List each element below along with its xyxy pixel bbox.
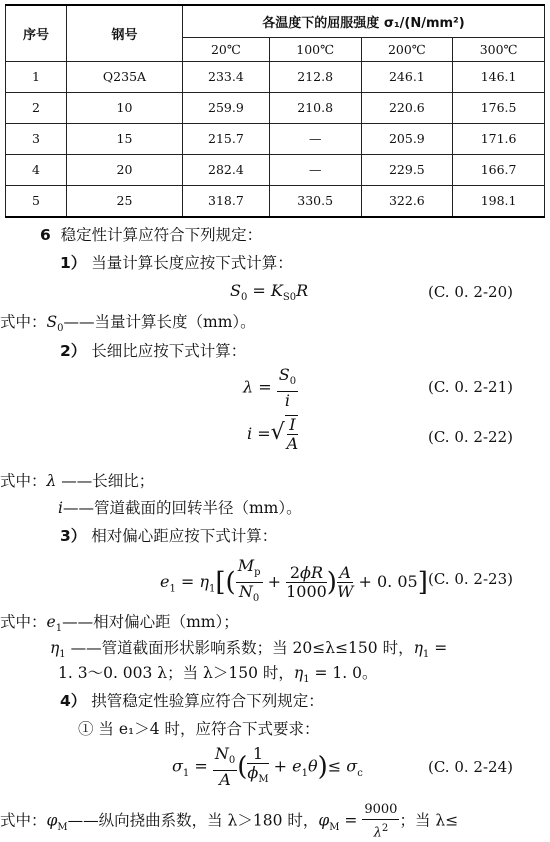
header-temp: 100℃ bbox=[269, 37, 361, 61]
def-text: = 1. 0。 bbox=[314, 664, 378, 682]
table-cell: 171.6 bbox=[453, 123, 545, 154]
item-text: 长细比应按下式计算： bbox=[91, 342, 247, 360]
table-row bbox=[6, 92, 545, 123]
table-cell: — bbox=[269, 123, 361, 154]
def-text: ——当量计算长度（mm）。 bbox=[63, 313, 256, 331]
header-temp: 20℃ bbox=[183, 37, 270, 61]
header-seq: 序号 bbox=[6, 5, 67, 61]
table-cell: 166.7 bbox=[453, 154, 545, 185]
item-3 bbox=[60, 525, 550, 547]
def-prefix: 式中： bbox=[0, 472, 47, 490]
eq-number: (C. 0. 2-24) bbox=[428, 758, 513, 776]
def-text: ——纵向挠曲系数，当 λ＞180 时， bbox=[67, 811, 319, 830]
table-row bbox=[6, 123, 545, 154]
table-cell: 146.1 bbox=[453, 61, 545, 92]
table-cell: 205.9 bbox=[361, 123, 453, 154]
def-prefix: 式中： bbox=[0, 811, 47, 830]
header-temp: 300℃ bbox=[453, 37, 545, 61]
section-6 bbox=[40, 224, 550, 246]
table-cell: 220.6 bbox=[361, 92, 453, 123]
table-cell: 318.7 bbox=[183, 185, 270, 217]
table-cell: 4 bbox=[6, 154, 67, 185]
equation-c0223: $e_1 = \eta_1$[( $\frac{M_p}{N_0}$ + $\frac{2\phi R}{1000}$ ) $\frac{A}{W}$ + 0. 05] bbox=[160, 556, 428, 605]
item-number: 1） bbox=[60, 254, 87, 272]
table-row bbox=[6, 154, 545, 185]
eq-number: (C. 0. 2-22) bbox=[428, 428, 513, 446]
eq-number: (C. 0. 2-23) bbox=[428, 570, 513, 588]
header-temp: 200℃ bbox=[361, 37, 453, 61]
table-cell: 210.8 bbox=[269, 92, 361, 123]
table-cell: — bbox=[269, 154, 361, 185]
def-eta-line2: 1. 3～0. 003 λ；当 λ＞150 时，$\eta_1 = 1$. 0。 bbox=[58, 664, 378, 686]
def-s0: 式中：$S_0——$当量计算长度（mm）。 bbox=[0, 313, 256, 335]
item-4 bbox=[60, 690, 550, 712]
item-1 bbox=[60, 252, 550, 274]
item-number: 2） bbox=[60, 342, 87, 360]
def-text: ——管道截面形状影响系数；当 20≤λ≤150 时， bbox=[70, 639, 414, 657]
item-number: 4） bbox=[60, 692, 87, 710]
table-row bbox=[6, 185, 545, 217]
section-text: 稳定性计算应符合下列规定： bbox=[60, 226, 263, 244]
def-text: ——管道截面的回转半径（mm）。 bbox=[62, 499, 302, 517]
def-text: ；当 λ≤ bbox=[399, 811, 459, 830]
table-cell: 282.4 bbox=[183, 154, 270, 185]
table-cell: 322.6 bbox=[361, 185, 453, 217]
table-cell: 5 bbox=[6, 185, 67, 217]
table-cell: 215.7 bbox=[183, 123, 270, 154]
table-cell: 1 bbox=[6, 61, 67, 92]
table-cell: 212.8 bbox=[269, 61, 361, 92]
eq-number: (C. 0. 2-20) bbox=[428, 283, 513, 301]
table-cell: 2 bbox=[6, 92, 67, 123]
const-1000: 1000 bbox=[286, 582, 327, 602]
item-number: 3） bbox=[60, 527, 87, 545]
table-cell: 3 bbox=[6, 123, 67, 154]
table-cell: 10 bbox=[67, 92, 183, 123]
def-i: i——管道截面的回转半径（mm）。 bbox=[58, 499, 302, 517]
item-text: 相对偏心距应按下式计算： bbox=[91, 527, 278, 545]
equation-c0221: λ = $\frac{S_0}{i}$ bbox=[243, 365, 297, 411]
table-row bbox=[6, 61, 545, 92]
def-eta-line1: $\eta_1$ ——管道截面形状影响系数；当 20≤λ≤150 时，$\eta_1$ = bbox=[50, 639, 448, 661]
header-group: 各温度下的屈服强度 σ₁/(N/mm²) bbox=[183, 5, 545, 37]
item-2 bbox=[60, 340, 550, 362]
const-9000: 9000 bbox=[362, 801, 399, 820]
table-cell: 330.5 bbox=[269, 185, 361, 217]
equation-c0224: $\sigma_1$ = $\frac{N_0}{A}$ ( $\frac{1}{\phi_M}$ + $e_1\theta)\le \sigma_c$ bbox=[172, 744, 363, 790]
table-cell: 20 bbox=[67, 154, 183, 185]
def-prefix: 式中： bbox=[0, 613, 47, 631]
item-text: 拱管稳定性验算应符合下列规定： bbox=[91, 692, 324, 710]
item-text: 当量计算长度应按下式计算： bbox=[91, 254, 293, 272]
table-cell: 25 bbox=[67, 185, 183, 217]
table-cell: 233.4 bbox=[183, 61, 270, 92]
def-text: 1. 3～0. 003 λ；当 λ＞150 时， bbox=[58, 664, 294, 682]
def-text: ——相对偏心距（mm）； bbox=[62, 613, 239, 631]
table-cell: 198.1 bbox=[453, 185, 545, 217]
table-body bbox=[6, 61, 545, 217]
table-cell: 229.5 bbox=[361, 154, 453, 185]
section-number: 6 bbox=[40, 226, 51, 244]
yield-strength-table bbox=[5, 4, 545, 218]
def-e1: 式中：$e_1——$相对偏心距（mm）； bbox=[0, 613, 239, 635]
table-cell: 259.9 bbox=[183, 92, 270, 123]
def-text: ——长细比； bbox=[61, 472, 155, 490]
table-cell: Q235A bbox=[67, 61, 183, 92]
def-phi: 式中：$\varphi_M——$纵向挠曲系数，当 λ＞180 时，$\varphi_M$ = $\frac{9000}{\lambda^2}$ ；当 λ≤ bbox=[0, 802, 459, 841]
equation-c0220: $S_0 = K_{S0}R$ bbox=[230, 281, 309, 304]
equation-c0222: i =√ $\frac{I}{A}$ bbox=[247, 415, 299, 453]
eq-number: (C. 0. 2-21) bbox=[428, 378, 513, 396]
table-cell: 246.1 bbox=[361, 61, 453, 92]
condition-1: ① 当 e₁＞4 时，应符合下式要求： bbox=[78, 720, 320, 738]
table-cell: 15 bbox=[67, 123, 183, 154]
table-cell: 176.5 bbox=[453, 92, 545, 123]
def-lambda: 式中：λ ——长细比； bbox=[0, 472, 155, 490]
const-005: + 0. 05 bbox=[358, 572, 418, 592]
def-prefix: 式中： bbox=[0, 313, 47, 331]
header-steel: 钢号 bbox=[67, 5, 183, 61]
def-text: = bbox=[434, 639, 448, 657]
